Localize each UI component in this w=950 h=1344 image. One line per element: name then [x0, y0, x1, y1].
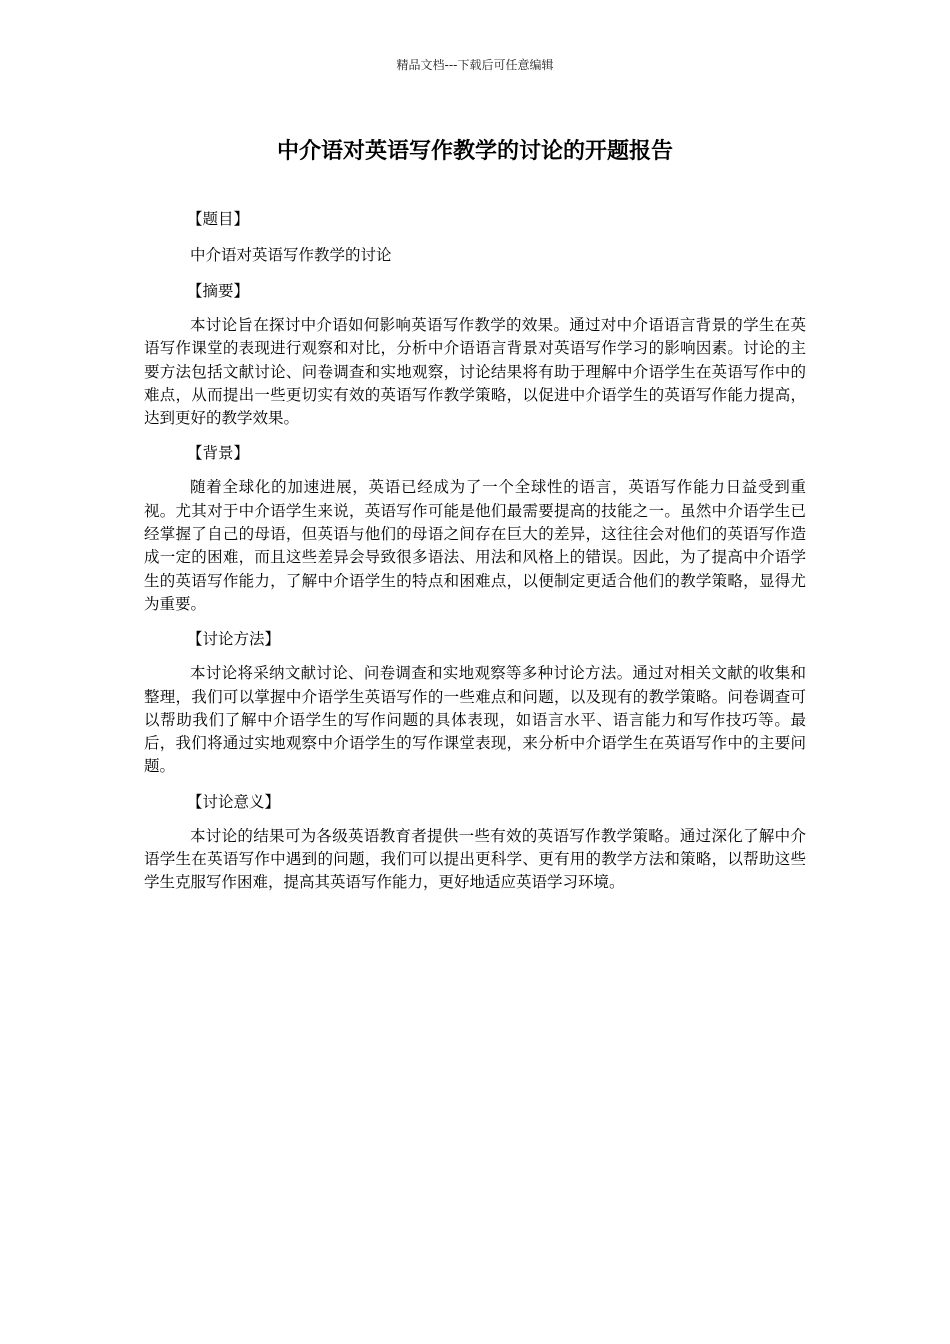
method-heading: 【讨论方法】: [187, 630, 281, 649]
document-body: [144, 206, 806, 905]
abstract-heading: 【摘要】: [187, 282, 250, 300]
topic-heading: 【题目】: [187, 210, 250, 228]
page-header: 精品文档---下载后可任意编辑: [396, 58, 554, 72]
abstract-paragraph: 本讨论旨在探讨中介语如何影响英语写作教学的效果。通过对中介语语言背景的学生在英语写作课堂的表现进行观察和对比，分析中介语语言背景对英语写作学习的影响因素。讨论的主要方法包括文献讨论、问卷调查和实地观察，讨论结果将有助于理解中介语学生在英语写作中的难点，从而提出一些更切实有效的英语写作教学策略，以促进中介语学生的英语写作能力提高，达到更好的教学效果。: [144, 316, 806, 428]
document-title: 中介语对英语写作教学的讨论的开题报告: [276, 139, 673, 164]
significance-paragraph: 本讨论的结果可为各级英语教育者提供一些有效的英语写作教学策略。通过深化了解中介语学生在英语写作中遇到的问题，我们可以提出更科学、更有用的教学方法和策略，以帮助这些学生克服写作困难，提高其英语写作能力，更好地适应英语学习环境。: [144, 826, 806, 892]
significance-heading: 【讨论意义】: [187, 792, 281, 811]
background-heading: 【背景】: [187, 444, 250, 463]
background-paragraph: 随着全球化的加速进展，英语已经成为了一个全球性的语言，英语写作能力日益受到重视。尤其对于中介语学生来说，英语写作可能是他们最需要提高的技能之一。虽然中介语学生已经掌握了自己的母语，但英语与他们的母语之间存在巨大的差异，这往往会对他们的英语写作造成一定的困难，而且这些差异会导致很多语法、用法和风格上的错误。因此，为了提高中介语学生的英语写作能力，了解中介语学生的特点和困难点，以便制定更适合他们的教学策略，显得尤为重要。: [144, 478, 806, 613]
method-paragraph: 本讨论将采纳文献讨论、问卷调查和实地观察等多种讨论方法。通过对相关文献的收集和整理，我们可以掌握中介语学生英语写作的一些难点和问题，以及现有的教学策略。问卷调查可以帮助我们了解中介语学生的写作问题的具体表现，如语言水平、语言能力和写作技巧等。最后，我们将通过实地观察中介语学生的写作课堂表现，来分析中介语学生在英语写作中的主要问题。: [144, 664, 806, 776]
topic-text: 中介语对英语写作教学的讨论: [190, 246, 392, 264]
